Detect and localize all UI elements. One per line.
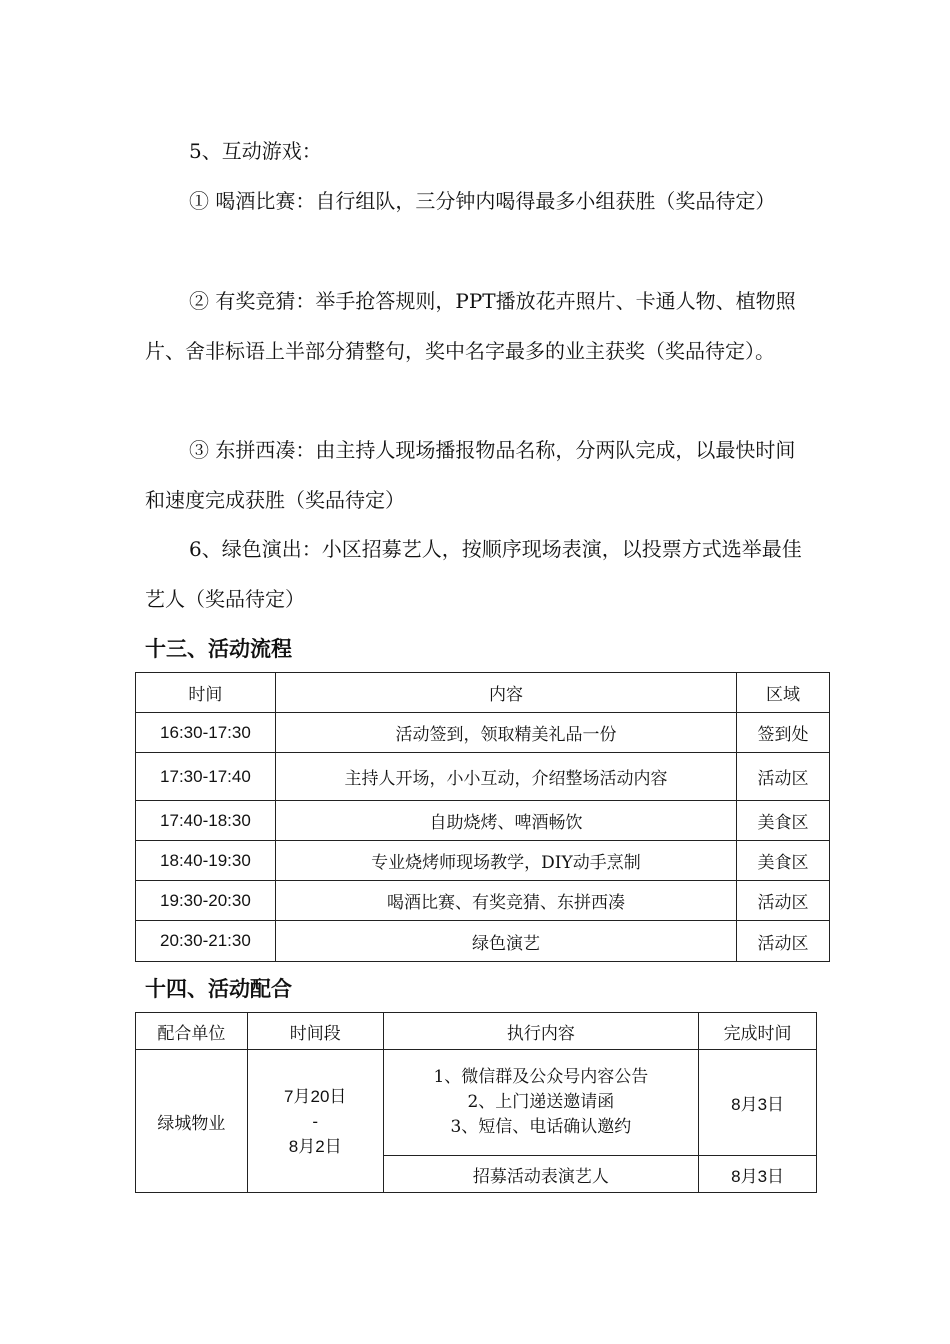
period-end: 8月2日 bbox=[288, 1136, 342, 1156]
paragraph-drinking-contest: ① 喝酒比赛：自行组队，三分钟内喝得最多小组获胜（奖品待定） bbox=[189, 189, 776, 213]
cell-area: 美食区 bbox=[737, 841, 830, 881]
header-task: 执行内容 bbox=[383, 1013, 699, 1050]
table-row bbox=[136, 713, 830, 753]
table-header-row bbox=[136, 673, 830, 713]
task-item: 2、上门递送邀请函 bbox=[467, 1092, 615, 1112]
cell-period bbox=[247, 1050, 383, 1193]
task-item: 3、短信、电话确认邀约 bbox=[450, 1117, 632, 1137]
paragraph-green-performance: 6、绿色演出：小区招募艺人，按顺序现场表演，以投票方式选举最佳艺人（奖品待定） bbox=[145, 537, 802, 611]
cell-content: 专业烧烤师现场教学，DIY动手烹制 bbox=[275, 841, 736, 881]
table-row bbox=[136, 841, 830, 881]
cell-area: 签到处 bbox=[737, 713, 830, 753]
table-row bbox=[136, 1050, 817, 1156]
cell-area: 活动区 bbox=[737, 921, 830, 962]
section-heading-activity-coordination: 十四、活动配合 bbox=[145, 976, 292, 1001]
cell-content: 绿色演艺 bbox=[275, 921, 736, 962]
cell-unit: 绿城物业 bbox=[136, 1050, 248, 1193]
table-row bbox=[136, 921, 830, 962]
task-item: 1、微信群及公众号内容公告 bbox=[433, 1067, 649, 1087]
section-heading-activity-flow: 十三、活动流程 bbox=[145, 636, 292, 661]
header-completion: 完成时间 bbox=[699, 1013, 817, 1050]
activity-coordination-table bbox=[135, 1012, 817, 1193]
cell-completion: 8月3日 bbox=[699, 1156, 817, 1193]
cell-area: 活动区 bbox=[737, 881, 830, 921]
cell-area: 活动区 bbox=[737, 753, 830, 801]
cell-content: 喝酒比赛、有奖竞猜、东拼西凑 bbox=[275, 881, 736, 921]
paragraph-patchwork-game: ③ 东拼西凑：由主持人现场播报物品名称，分两队完成，以最快时间和速度完成获胜（奖品待定） bbox=[145, 438, 796, 512]
period-start: 7月20日 bbox=[284, 1086, 347, 1106]
cell-completion: 8月3日 bbox=[699, 1050, 817, 1156]
cell-content: 活动签到，领取精美礼品一份 bbox=[275, 713, 736, 753]
cell-time: 18:40-19:30 bbox=[136, 841, 276, 881]
table-row bbox=[136, 881, 830, 921]
cell-time: 16:30-17:30 bbox=[136, 713, 276, 753]
cell-time: 17:40-18:30 bbox=[136, 801, 276, 841]
activity-flow-table bbox=[135, 672, 830, 962]
header-period: 时间段 bbox=[247, 1013, 383, 1050]
cell-area: 美食区 bbox=[737, 801, 830, 841]
paragraph-prize-quiz: ② 有奖竞猜：举手抢答规则，PPT播放花卉照片、卡通人物、植物照片、舍非标语上半部分猜整句，奖中名字最多的业主获奖（奖品待定）。 bbox=[145, 289, 796, 363]
cell-task: 招募活动表演艺人 bbox=[383, 1156, 699, 1193]
table-row bbox=[136, 753, 830, 801]
header-content: 内容 bbox=[275, 673, 736, 713]
header-time: 时间 bbox=[136, 673, 276, 713]
table-header-row bbox=[136, 1013, 817, 1050]
table-row bbox=[136, 801, 830, 841]
header-area: 区域 bbox=[737, 673, 830, 713]
paragraph-interactive-games: 5、互动游戏： bbox=[189, 139, 322, 163]
cell-time: 19:30-20:30 bbox=[136, 881, 276, 921]
cell-task-list bbox=[383, 1050, 699, 1156]
period-separator: - bbox=[312, 1111, 319, 1131]
header-unit: 配合单位 bbox=[136, 1013, 248, 1050]
cell-content: 主持人开场，小小互动，介绍整场活动内容 bbox=[275, 753, 736, 801]
cell-time: 17:30-17:40 bbox=[136, 753, 276, 801]
cell-content: 自助烧烤、啤酒畅饮 bbox=[275, 801, 736, 841]
cell-time: 20:30-21:30 bbox=[136, 921, 276, 962]
